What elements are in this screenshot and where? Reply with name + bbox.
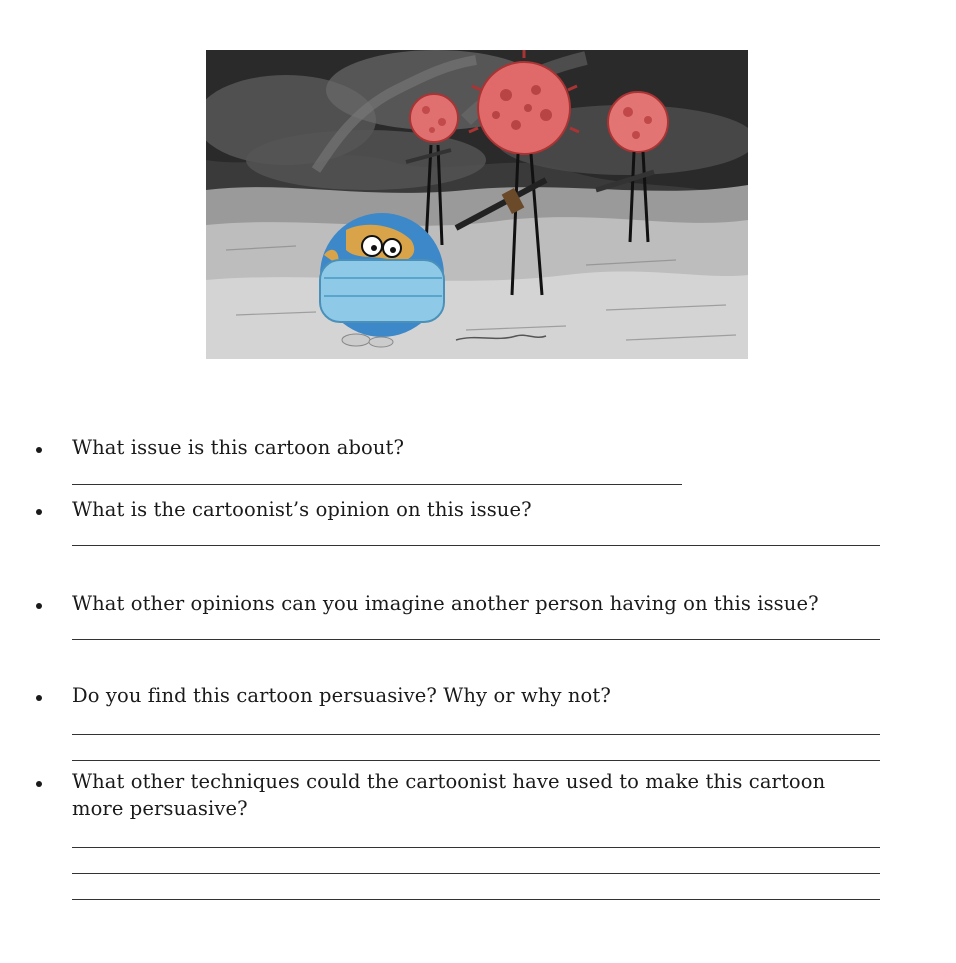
question-3: What other opinions can you imagine another person having on this issue? — [72, 592, 819, 615]
question-1: What issue is this cartoon about? — [72, 436, 405, 459]
bullet-4 — [36, 695, 42, 701]
bullet-2 — [36, 509, 42, 515]
bullet-1 — [36, 447, 42, 453]
answer-line-5a[interactable] — [72, 847, 880, 848]
answer-line-5c[interactable] — [72, 899, 880, 900]
question-5: What other techniques could the cartoonist have used to make this cartoon more persuasive? — [72, 770, 826, 820]
answer-line-2[interactable] — [72, 545, 880, 546]
answer-line-1[interactable] — [72, 484, 682, 485]
answer-line-4b[interactable] — [72, 760, 880, 761]
cartoon-image — [206, 50, 748, 359]
bullet-5 — [36, 781, 42, 787]
answer-line-4a[interactable] — [72, 734, 880, 735]
question-2: What is the cartoonist’s opinion on this issue? — [72, 498, 532, 521]
bullet-3 — [36, 603, 42, 609]
question-4: Do you find this cartoon persuasive? Why or why not? — [72, 684, 611, 707]
answer-line-3[interactable] — [72, 639, 880, 640]
answer-line-5b[interactable] — [72, 873, 880, 874]
